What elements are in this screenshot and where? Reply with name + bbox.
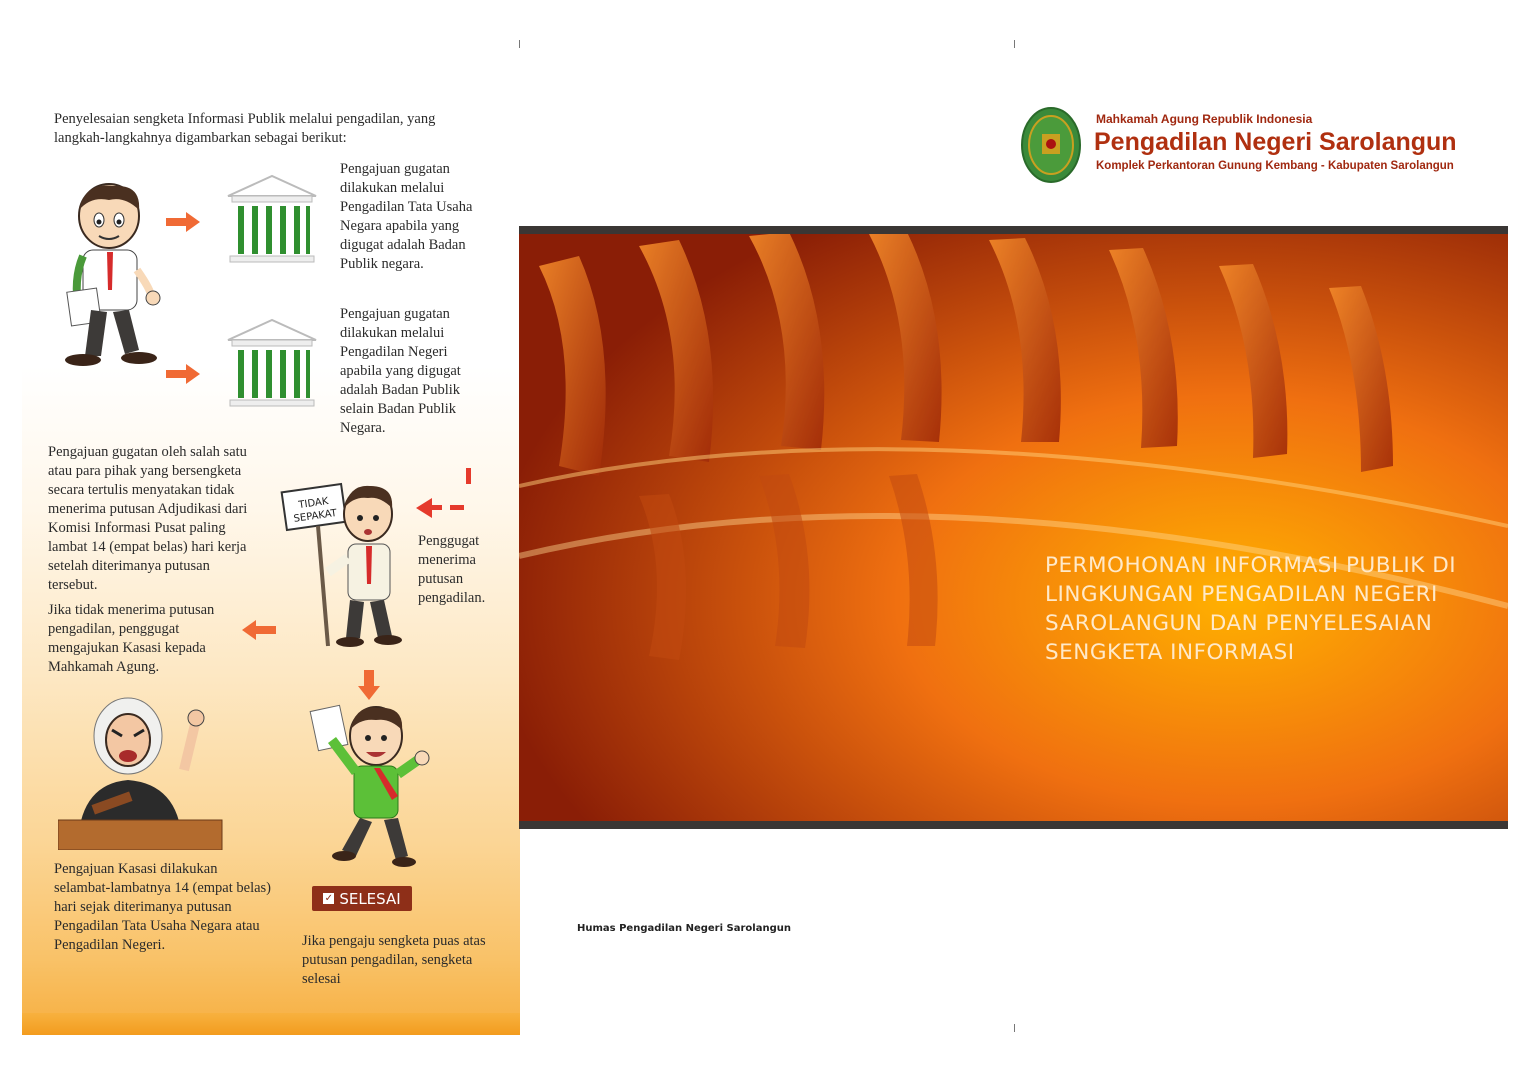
selesai-text: Jika pengaju sengketa puas atas putusan pengadilan, sengketa selesai [302,933,486,987]
judge-illustration [58,690,228,850]
banner-bottom-strip [519,821,1508,829]
courthouse-icon [222,314,322,414]
step4-text: Jika tidak menerima putusan pengadilan, penggugat mengajukan Kasasi kepada Mahkamah Agung. [48,602,215,675]
checkbox-checked-icon: ✓ [324,893,334,904]
bottom-strip [22,1013,520,1035]
brochure-title: PERMOHONAN INFORMASI PUBLIK DI LINGKUNGAN PENGADILAN NEGERI SAROLANGUN DAN PENYELESAIAN SENGKETA INFORMASI [1045,553,1457,665]
step1-text: Pengajuan gugatan dilakukan melalui Pengadilan Tata Usaha Negara apabila yang digugat adalah Badan Publik negara. [340,161,473,272]
selesai-label: SELESAI [339,889,401,908]
sign-text-tidak: TIDAK [297,496,330,512]
kasasi-text: Pengajuan Kasasi dilakukan selambat-lambatnya 14 (empat belas) hari sejak diterimanya putusan Pengadilan Tata Usaha Negara atau Pengadilan Negeri. [54,861,272,953]
tidak-sepakat-illustration [280,478,420,653]
sign-text-sepakat: SEPAKAT [293,507,338,525]
fold-mark [1014,40,1015,48]
arrow-left-icon [240,618,278,642]
penggugat-text: Penggugat menerima putusan pengadilan. [418,533,486,606]
arrow-down-icon [356,668,382,702]
step3-text: Pengajuan gugatan oleh salah satu atau para pihak yang bersengketa secara tertulis menyatakan tidak menerima putusan Adjudikasi dari Komisi Informasi Pusat paling lambat 14 (empat belas) hari kerja setelah diterimanya putusan tersebut. [48,444,248,593]
man-with-backpack-illustration [55,180,175,380]
dashed-arrow-left-icon [412,468,476,518]
institution-name: Mahkamah Agung Republik Indonesia [1096,112,1313,126]
cover-banner [519,226,1508,829]
arrow-right-icon [164,362,202,386]
selesai-badge [312,886,412,911]
court-logo-icon [1020,106,1082,184]
courthouse-icon [222,170,322,270]
court-name: Pengadilan Negeri Sarolangun [1094,128,1457,156]
arrow-right-icon [164,210,202,234]
fold-mark [519,40,520,48]
footer-credit: Humas Pengadilan Negeri Sarolangun [577,923,791,934]
banner-top-strip [519,226,1508,234]
intro-text: Penyelesaian sengketa Informasi Publik melalui pengadilan, yang langkah-langkahnya digambarkan sebagai berikut: [54,111,436,146]
court-address: Komplek Perkantoran Gunung Kembang - Kabupaten Sarolangun [1096,160,1454,172]
turbine-background-illustration [519,226,1508,829]
step2-text: Pengajuan gugatan dilakukan melalui Pengadilan Negeri apabila yang digugat adalah Badan Publik selain Badan Publik Negara. [340,306,461,436]
happy-man-illustration [308,700,438,875]
fold-mark [1014,1024,1015,1032]
